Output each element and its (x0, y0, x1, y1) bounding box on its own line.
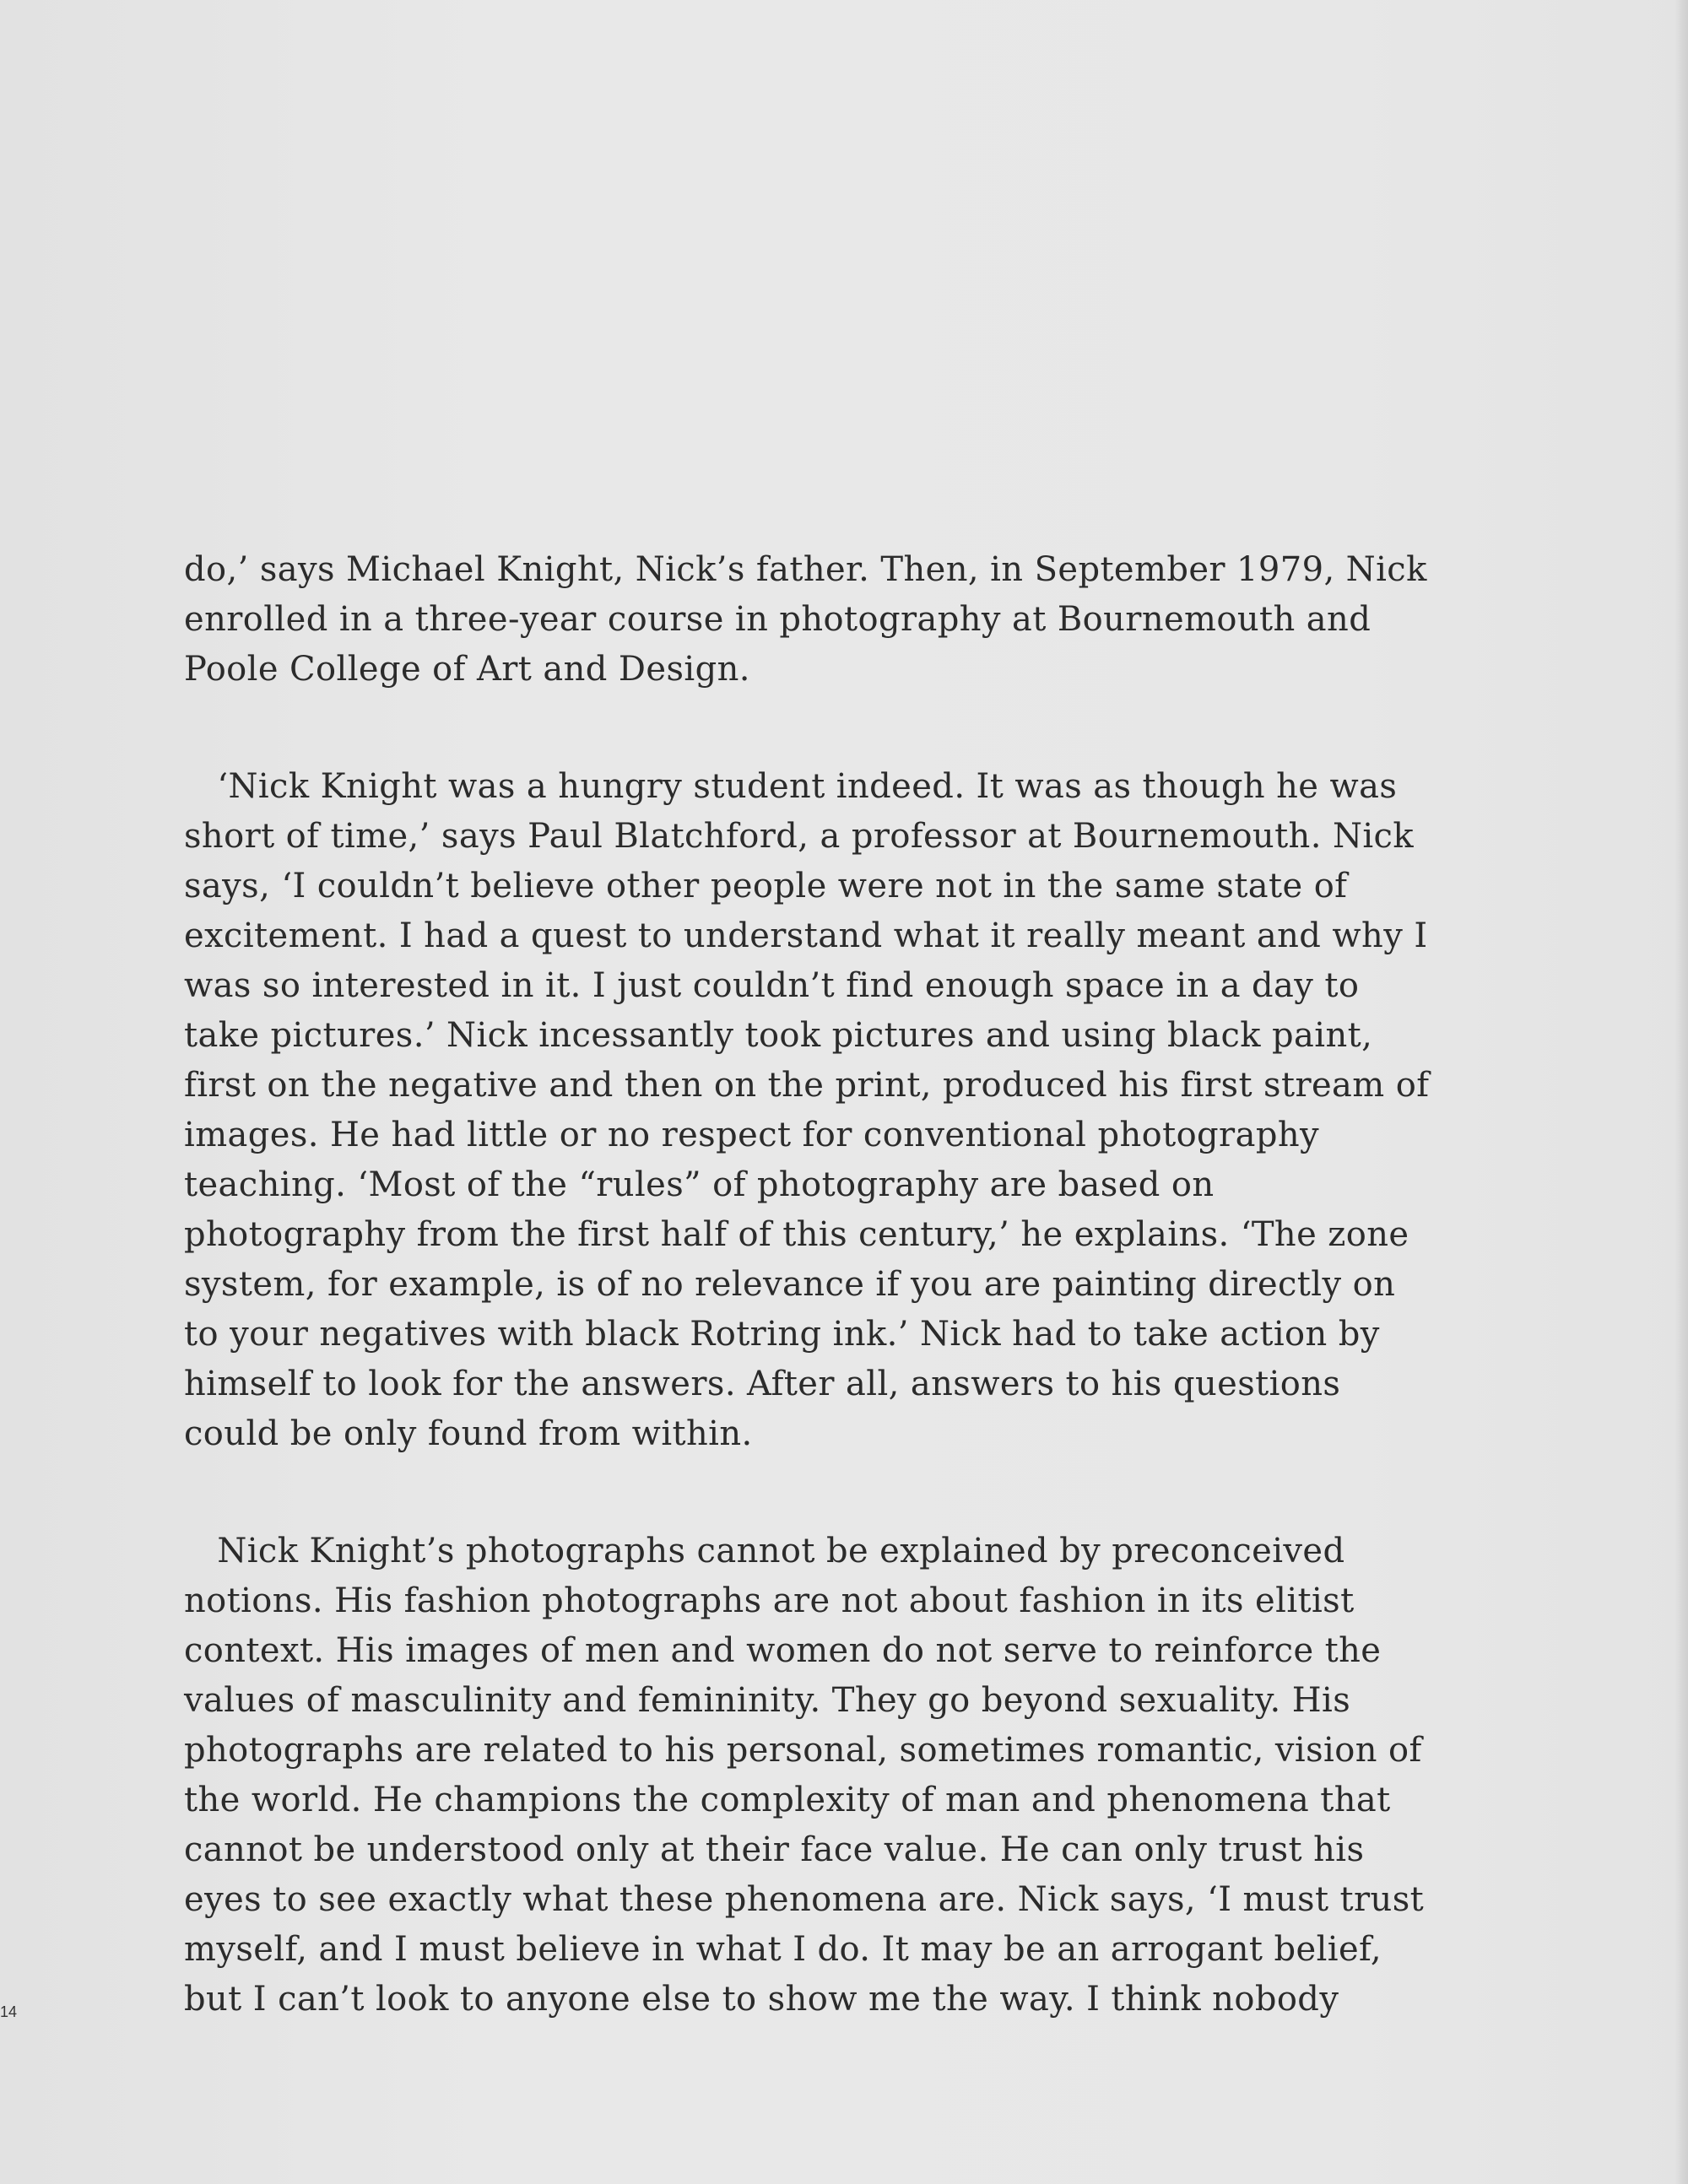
text-line: cannot be understood only at their face value. He can only trust his (184, 1830, 1365, 1869)
paragraph-3 (184, 1527, 1433, 2025)
text-line: teaching. ‘Most of the “rules” of photography are based on (184, 1165, 1215, 1204)
text-line: take pictures.’ Nick incessantly took pictures and using black paint, (184, 1016, 1373, 1055)
text-line: myself, and I must believe in what I do. It may be an arrogant belief, (184, 1930, 1382, 1969)
text-line: photography from the first half of this century,’ he explains. ‘The zone (184, 1215, 1409, 1254)
text-line: says, ‘I couldn’t believe other people were not in the same state of (184, 867, 1348, 905)
paragraph-gap (184, 1459, 1433, 1527)
text-line: eyes to see exactly what these phenomena are. Nick says, ‘I must trust (184, 1880, 1425, 1919)
text-line: Poole College of Art and Design. (184, 650, 750, 689)
paragraph-1 (184, 545, 1433, 695)
text-line: short of time,’ says Paul Blatchford, a professor at Bournemouth. Nick (184, 817, 1414, 856)
text-line: values of masculinity and femininity. They go beyond sexuality. His (184, 1681, 1351, 1720)
text-line: to your negatives with black Rotring ink.’ Nick had to take action by (184, 1315, 1380, 1354)
text-line: the world. He champions the complexity of man and phenomena that (184, 1781, 1391, 1819)
page-edge (1674, 0, 1688, 2184)
page-number: 14 (0, 2003, 18, 2020)
text-line: enrolled in a three-year course in photography at Bournemouth and (184, 600, 1372, 639)
text-line: but I can’t look to anyone else to show me the way. I think nobody (184, 1980, 1339, 2019)
text-line: himself to look for the answers. After all, answers to his questions (184, 1365, 1341, 1403)
text-line: photographs are related to his personal, sometimes romantic, vision of (184, 1731, 1422, 1770)
text-line: context. His images of men and women do not serve to reinforce the (184, 1631, 1382, 1670)
text-line: do,’ says Michael Knight, Nick’s father. Then, in September 1979, Nick (184, 550, 1427, 589)
text-line: first on the negative and then on the print, produced his first stream of (184, 1066, 1430, 1105)
body-text (184, 545, 1433, 2025)
paragraph-2 (184, 762, 1433, 1459)
text-line: ‘Nick Knight was a hungry student indeed. It was as though he was (184, 767, 1398, 806)
text-line: notions. His fashion photographs are not about fashion in its elitist (184, 1581, 1355, 1620)
text-line: could be only found from within. (184, 1414, 753, 1453)
text-line: excitement. I had a quest to understand what it really meant and why I (184, 916, 1428, 955)
text-line: Nick Knight’s photographs cannot be explained by preconceived (184, 1532, 1345, 1570)
text-line: system, for example, is of no relevance if you are painting directly on (184, 1265, 1396, 1304)
text-line: images. He had little or no respect for conventional photography (184, 1116, 1319, 1154)
paragraph-gap (184, 695, 1433, 762)
text-line: was so interested in it. I just couldn’t find enough space in a day to (184, 966, 1360, 1005)
